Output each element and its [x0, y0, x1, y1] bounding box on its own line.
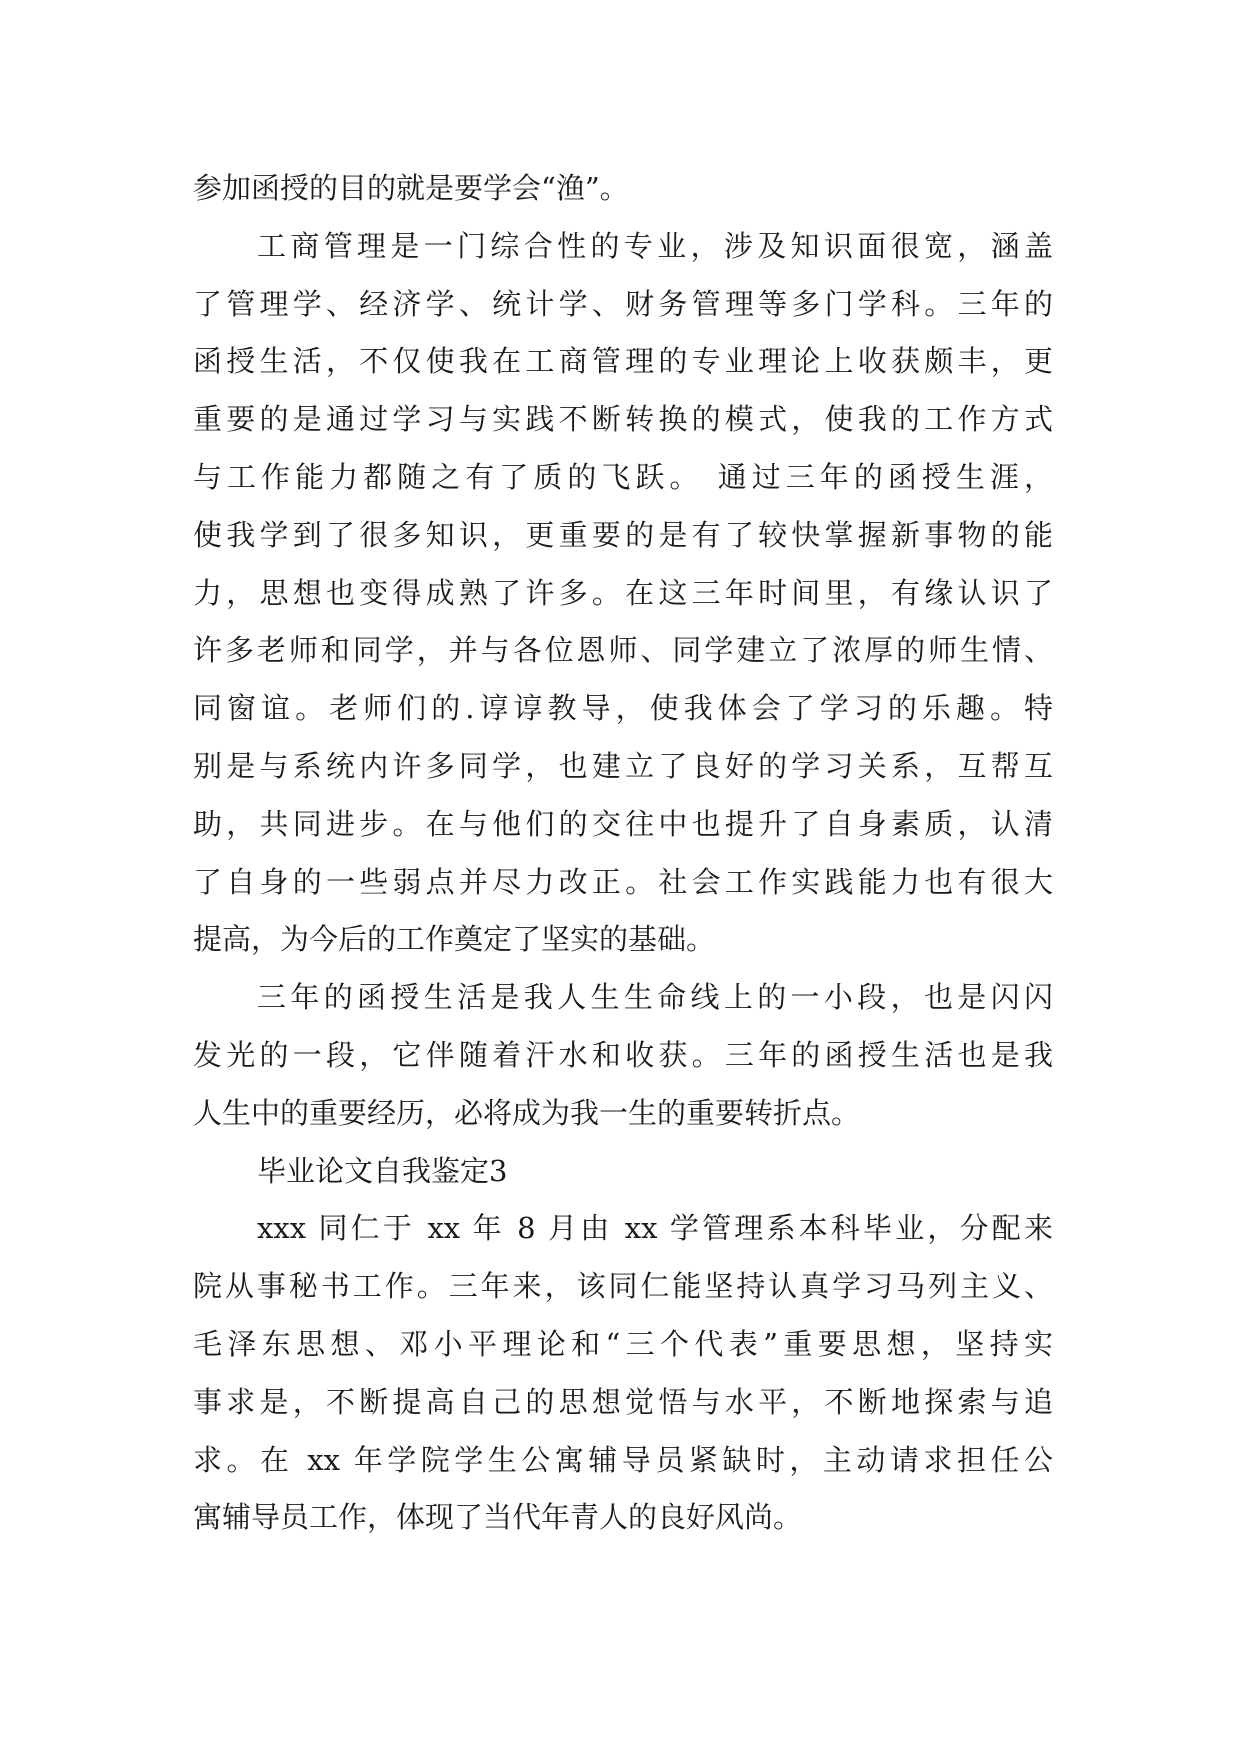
paragraph-line: 使我学到了很多知识，更重要的是有了较快掌握新事物的能 [193, 517, 1053, 552]
paragraph-line: 三年的函授生活是我人生生命线上的一小段，也是闪闪 [257, 980, 1053, 1015]
paragraph-line: 参加函授的目的就是要学会“渔”。 [193, 171, 629, 205]
paragraph-line: 工商管理是一门综合性的专业，涉及知识面很宽，涵盖 [257, 228, 1053, 263]
section-heading: 毕业论文自我鉴定3 [257, 1153, 508, 1188]
paragraph-line: 院从事秘书工作。三年来，该同仁能坚持认真学习马列主义、 [193, 1269, 1053, 1304]
paragraph-line: 事求是，不断提高自己的思想觉悟与水平，不断地探索与追 [193, 1384, 1053, 1419]
paragraph-line: 函授生活，不仅使我在工商管理的专业理论上收获颇丰，更 [193, 344, 1053, 379]
paragraph-line: 毛泽东思想、邓小平理论和“三个代表”重要思想，坚持实 [193, 1326, 1053, 1361]
paragraph-line: 寓辅导员工作，体现了当代年青人的良好风尚。 [193, 1500, 803, 1535]
paragraph-line: 了自身的一些弱点并尽力改正。社会工作实践能力也有很大 [193, 864, 1053, 899]
paragraph-line: 求。在 xx 年学院学生公寓辅导员紧缺时，主动请求担任公 [193, 1442, 1053, 1477]
paragraph-line: 力，思想也变得成熟了许多。在这三年时间里，有缘认识了 [193, 575, 1053, 610]
paragraph-line: 人生中的重要经历，必将成为我一生的重要转折点。 [193, 1095, 861, 1130]
paragraph-line: 重要的是通过学习与实践不断转换的模式，使我的工作方式 [193, 402, 1053, 437]
paragraph-line: 与工作能力都随之有了质的飞跃。 通过三年的函授生涯， [193, 459, 1053, 494]
paragraph-line: 同窗谊。老师们的.谆谆教导，使我体会了学习的乐趣。特 [193, 691, 1053, 726]
paragraph-line: 别是与系统内许多同学，也建立了良好的学习关系，互帮互 [193, 748, 1053, 783]
paragraph-line: 提高，为今后的工作奠定了坚实的基础。 [193, 922, 716, 957]
document-body [193, 160, 1053, 1547]
paragraph-line: 助，共同进步。在与他们的交往中也提升了自身素质，认清 [193, 806, 1053, 841]
paragraph-line: 许多老师和同学，并与各位恩师、同学建立了浓厚的师生情、 [193, 633, 1053, 668]
paragraph-line: xxx 同仁于 xx 年 8 月由 xx 学管理系本科毕业，分配来 [257, 1211, 1053, 1246]
paragraph-line: 了管理学、经济学、统计学、财务管理等多门学科。三年的 [193, 286, 1053, 321]
paragraph-line: 发光的一段，它伴随着汗水和收获。三年的函授生活也是我 [193, 1037, 1053, 1072]
